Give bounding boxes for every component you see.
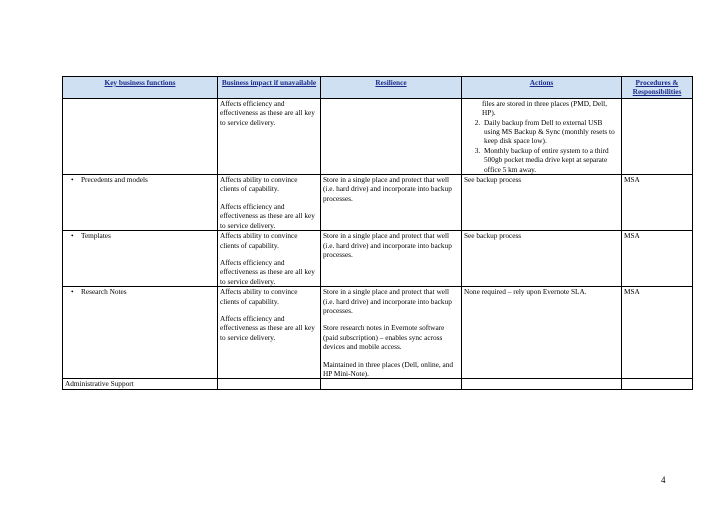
table-row (63, 98, 693, 174)
function-cell (63, 175, 218, 231)
impact-cell (218, 231, 321, 287)
table-row (63, 231, 693, 287)
resilience-text: Store research notes in Evernote software (paid subscription) – enables sync across devices and mobile access. (323, 323, 445, 352)
bullet-icon: • (71, 231, 74, 241)
resilience-cell (321, 175, 462, 231)
procedures-cell (622, 98, 693, 174)
resilience-cell (321, 98, 462, 174)
impact-text: Affects efficiency and effectiveness as these are all key to service delivery. (220, 257, 315, 286)
impact-cell (218, 98, 321, 174)
impact-text: Affects ability to convince clients of capability. (220, 287, 298, 306)
actions-step: 3. Monthly backup of entire system to a third 500gb pocket media drive kept at separate office 5 km away. (482, 146, 619, 174)
bullet-icon: • (71, 287, 74, 297)
table-row (63, 175, 693, 231)
function-cell (63, 231, 218, 287)
actions-cell (462, 98, 622, 174)
procedures-cell (622, 231, 693, 287)
impact-text: Affects efficiency and effectiveness as these are all key to service delivery. (220, 313, 315, 342)
empty-cell (622, 379, 693, 389)
empty-cell (321, 379, 462, 389)
resilience-text: Store in a single place and protect that well (i.e. hard drive) and incorporate into backup processes. (323, 175, 452, 203)
procedures-text: MSA (624, 231, 640, 241)
resilience-cell (321, 287, 462, 379)
empty-cell (218, 379, 321, 389)
header-key-business-functions: Key business functions (63, 77, 218, 99)
header-resilience: Resilience (321, 77, 462, 99)
actions-continuation-text: files are stored in three places (PMD, Dell, HP). (482, 98, 608, 118)
header-business-impact: Business impact if unavailable (218, 77, 321, 99)
actions-cell (462, 175, 622, 231)
actions-text: See backup process (464, 231, 522, 241)
page-number: 4 (661, 475, 666, 485)
procedures-cell (622, 287, 693, 379)
actions-cell (462, 231, 622, 287)
empty-cell (462, 379, 622, 389)
actions-cell (462, 287, 622, 379)
resilience-text: Store in a single place and protect that well (i.e. hard drive) and incorporate into backup processes. (323, 231, 452, 259)
header-procedures: Procedures & Responsibilities (622, 77, 693, 99)
resilience-text: Store in a single place and protect that well (i.e. hard drive) and incorporate into backup processes. (323, 287, 452, 315)
actions-text: None required – rely upon Evernote SLA. (464, 287, 587, 297)
impact-cell (218, 175, 321, 231)
continuity-table (62, 76, 693, 390)
impact-text: Affects ability to convince clients of capability. (220, 175, 298, 194)
resilience-text: Maintained in three places (Dell, online, and HP Mini-Note). (323, 359, 454, 378)
function-label: Templates (81, 231, 111, 241)
actions-text: See backup process (464, 175, 522, 185)
impact-cell (218, 287, 321, 379)
header-row (63, 77, 693, 99)
function-label: Research Notes (81, 287, 127, 297)
function-label: Precedents and models (81, 175, 148, 185)
actions-steps-list (464, 118, 619, 174)
function-cell (63, 98, 218, 174)
impact-text: Affects efficiency and effectiveness as these are all key to service delivery. (220, 201, 315, 230)
impact-text: Affects ability to convince clients of capability. (220, 231, 298, 250)
table-row (63, 287, 693, 379)
actions-step: 2. Daily backup from Dell to external USB using MS Backup & Sync (monthly resets to keep disk space low). (482, 118, 619, 146)
header-actions: Actions (462, 77, 622, 99)
function-cell (63, 287, 218, 379)
resilience-cell (321, 231, 462, 287)
procedures-text: MSA (624, 175, 640, 185)
procedures-cell (622, 175, 693, 231)
bullet-icon: • (71, 175, 74, 185)
section-row (63, 379, 693, 389)
procedures-text: MSA (624, 287, 640, 297)
impact-text: Affects efficiency and effectiveness as these are all key to service delivery. (220, 98, 315, 127)
section-label: Administrative Support (63, 379, 218, 389)
